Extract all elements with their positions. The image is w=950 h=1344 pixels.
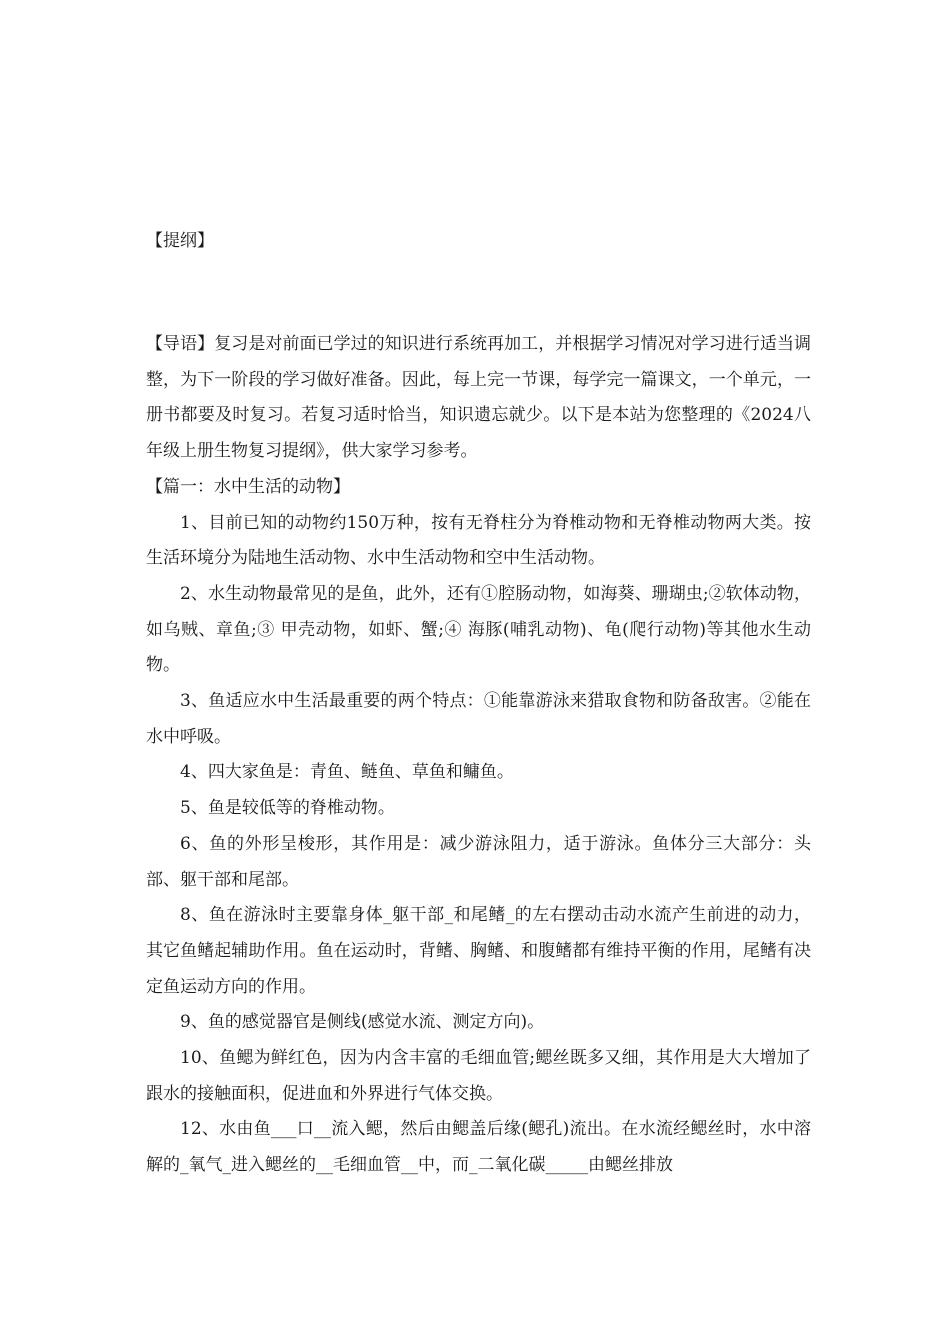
list-item: 9、鱼的感觉器官是侧线(感觉水流、测定方向)。 bbox=[180, 1012, 545, 1033]
list-item: 3、鱼适应水中生活最重要的两个特点：①能靠游泳来猎取食物和防备敌害。②能在水中呼吸。 bbox=[146, 691, 811, 747]
document-body bbox=[146, 327, 811, 1184]
list-item: 12、水由鱼___口__流入鳃，然后由鳃盖后缘(鳃孔)流出。在水流经鳃丝时，水中溶解的_氧气_进入鳃丝的__毛细血管__中，而_二氧化碳_____由鳃丝排放 bbox=[146, 1119, 811, 1176]
list-item: 8、鱼在游泳时主要靠身体_躯干部_和尾鳍_的左右摆动击动水流产生前进的动力，其它鱼鳍起辅助作用。鱼在运动时，背鳍、胸鳍、和腹鳍都有维持平衡的作用，尾鳍有决定鱼运动方向的作用。 bbox=[146, 905, 811, 997]
outline-heading: 【提纲】 bbox=[146, 231, 214, 251]
list-item: 5、鱼是较低等的脊椎动物。 bbox=[180, 798, 395, 819]
list-item: 1、目前已知的动物约150万种，按有无脊柱分为脊椎动物和无脊椎动物两大类。按生活环境分为陆地生活动物、水中生活动物和空中生活动物。 bbox=[146, 512, 811, 569]
section-title: 【篇一：水中生活的动物】 bbox=[146, 476, 350, 497]
list-item: 6、鱼的外形呈梭形，其作用是：减少游泳阻力，适于游泳。鱼体分三大部分：头部、躯干部和尾部。 bbox=[146, 833, 811, 890]
list-item: 10、鱼鳃为鲜红色，因为内含丰富的毛细血管;鳃丝既多又细，其作用是大大增加了跟水的接触面积，促进血和外界进行气体交换。 bbox=[146, 1048, 811, 1104]
intro-paragraph: 【导语】复习是对前面已学过的知识进行系统再加工，并根据学习情况对学习进行适当调整，为下一阶段的学习做好准备。因此，每上完一节课，每学完一篇课文，一个单元，一册书都要及时复习。若复习适时恰当，知识遗忘就少。以下是本站为您整理的《2024八年级上册生物复习提纲》，供大家学习参考。 bbox=[146, 334, 811, 462]
list-item: 2、水生动物最常见的是鱼，此外，还有①腔肠动物，如海葵、珊瑚虫;②软体动物，如乌贼、章鱼;③ 甲壳动物，如虾、蟹;④ 海豚(哺乳动物)、龟(爬行动物)等其他水生动物。 bbox=[146, 583, 811, 676]
list-item: 4、四大家鱼是：青鱼、鲢鱼、草鱼和鳙鱼。 bbox=[180, 762, 514, 783]
